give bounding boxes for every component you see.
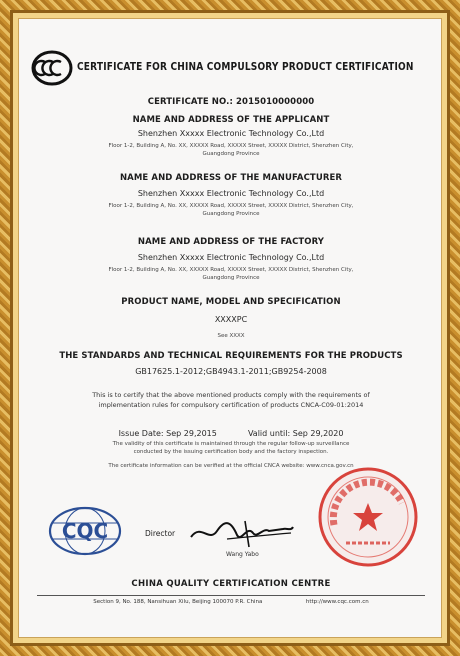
certificate-paper: [18, 18, 442, 638]
applicant-name: Shenzhen Xxxxx Electronic Technology Co.,Ltd: [137, 129, 325, 138]
manufacturer-heading: NAME AND ADDRESS OF THE MANUFACTURER: [119, 173, 343, 183]
product-name: XXXXPC: [214, 315, 248, 324]
issuing-body-name: CHINA QUALITY CERTIFICATION CENTRE: [131, 579, 331, 589]
issue-date: Issue Date: Sep 29,2015: [118, 429, 217, 438]
product-heading: PRODUCT NAME, MODEL AND SPECIFICATION: [121, 297, 341, 307]
valid-until-date: Valid until: Sep 29,2020: [247, 429, 344, 438]
validity-note-line-2: conducted by the issuing certification body and the factory inspection.: [133, 449, 329, 455]
validity-note-line-1: The validity of this certificate is maintained through the regular follow-up surveillance: [112, 441, 350, 447]
cqc-logo-icon: [47, 505, 123, 557]
cqc-logo-text: CQC: [61, 519, 109, 543]
certification-statement-line-2: implementation rules for compulsory certification of products CNCA-C09-01:2014: [98, 401, 364, 409]
applicant-heading: NAME AND ADDRESS OF THE APPLICANT: [132, 115, 330, 125]
product-model: See XXXX: [217, 333, 245, 339]
verification-note: The certificate information can be verified at the official CNCA website: www.cnca.gov.cn: [108, 463, 354, 469]
standards-value: GB17625.1-2012;GB4943.1-2011;GB9254-2008: [135, 367, 327, 376]
issuing-body-address-row: [19, 599, 443, 605]
factory-heading: NAME AND ADDRESS OF THE FACTORY: [137, 237, 325, 247]
manufacturer-address-line-1: Floor 1-2, Building A, No. XX, XXXXX Road, XXXXX Street, XXXXX District, Shenzhen City,: [108, 203, 354, 209]
applicant-address-line-2: Guangdong Province: [202, 151, 260, 157]
factory-address-line-2: Guangdong Province: [202, 275, 260, 281]
certificate-header-title: CERTIFICATE FOR CHINA COMPULSORY PRODUCT CERTIFICATION: [77, 61, 414, 73]
footer-divider: [37, 595, 425, 596]
factory-address-line-1: Floor 1-2, Building A, No. XX, XXXXX Road, XXXXX Street, XXXXX District, Shenzhen City,: [108, 267, 354, 273]
signatory-name: Wang Yabo: [226, 551, 259, 558]
signature-label: Director: [145, 529, 176, 538]
manufacturer-name: Shenzhen Xxxxx Electronic Technology Co.,Ltd: [137, 189, 325, 198]
signature-block: [131, 507, 311, 567]
issuing-body-address: Section 9, No. 188, Nansihuan Xilu, Beijing 100070 P.R. China: [93, 599, 263, 605]
standards-heading: THE STANDARDS AND TECHNICAL REQUIREMENTS FOR THE PRODUCTS: [59, 351, 403, 361]
handwritten-signature-icon: [187, 513, 297, 553]
applicant-address-line-1: Floor 1-2, Building A, No. XX, XXXXX Road, XXXXX Street, XXXXX District, Shenzhen City,: [108, 143, 354, 149]
issuing-body-website: http://www.cqc.com.cn: [305, 599, 369, 605]
factory-name: Shenzhen Xxxxx Electronic Technology Co.,Ltd: [137, 253, 325, 262]
ccc-certification-mark-icon: [31, 49, 73, 87]
dates-row: [19, 421, 443, 440]
official-red-seal-icon: [316, 465, 420, 569]
certification-statement-line-1: This is to certify that the above mentioned products comply with the requirements of: [92, 391, 370, 399]
certificate-number: CERTIFICATE NO.: 2015010000000: [147, 97, 315, 107]
manufacturer-address-line-2: Guangdong Province: [202, 211, 260, 217]
